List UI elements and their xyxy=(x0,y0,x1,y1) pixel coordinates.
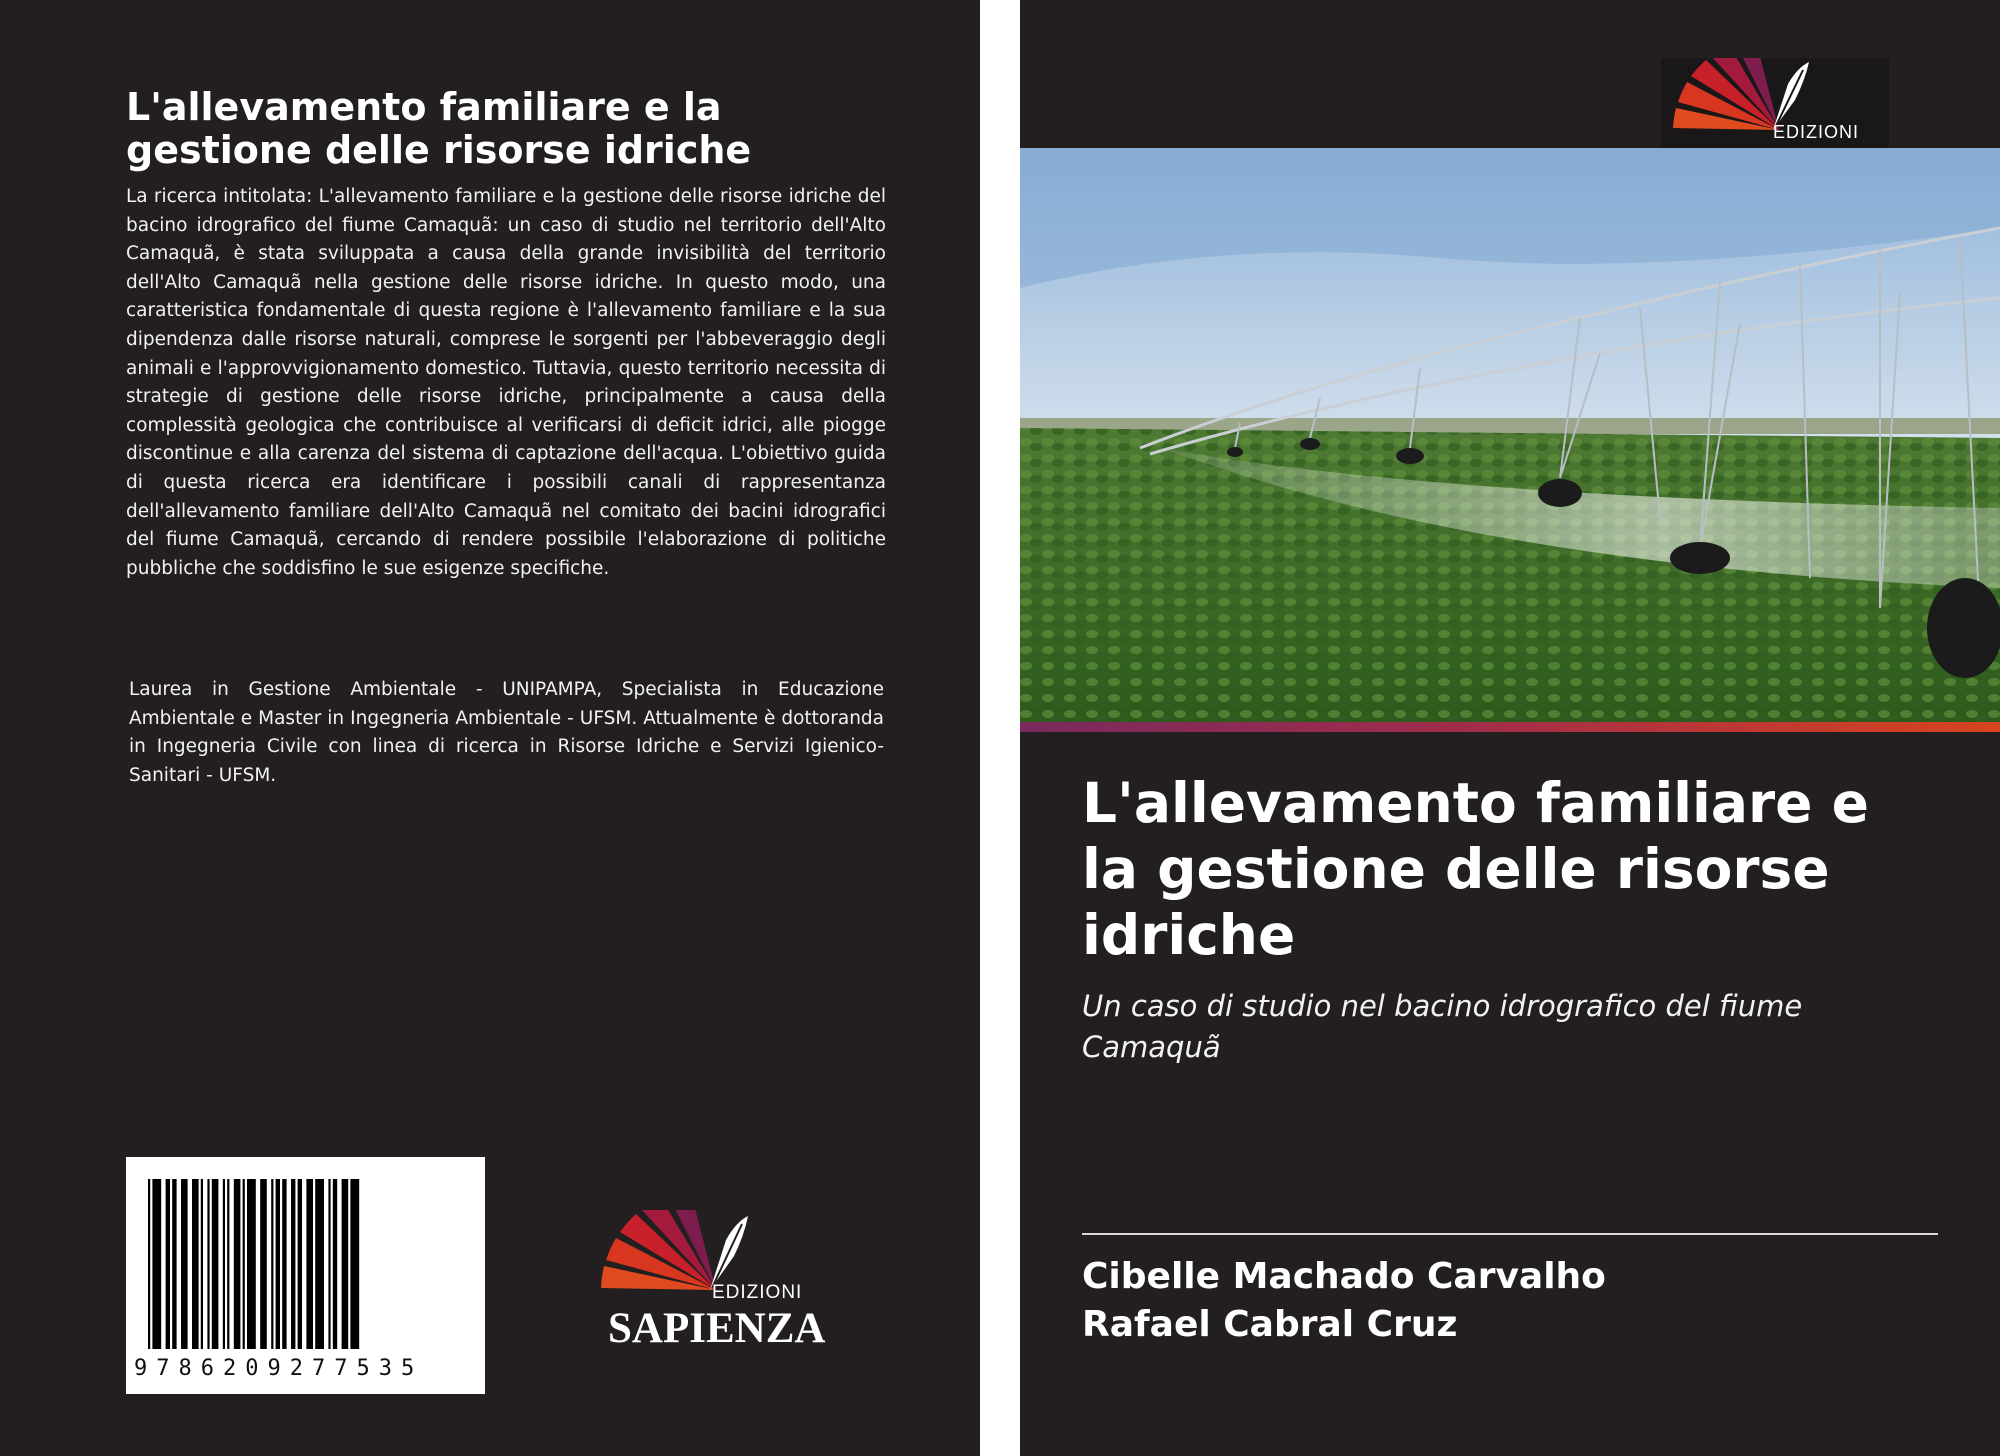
barcode-bar xyxy=(306,1179,313,1349)
barcode-bar xyxy=(227,1179,229,1349)
barcode-bar xyxy=(298,1179,302,1349)
logo-sapienza: SAPIENZA xyxy=(608,1305,826,1352)
barcode-bar xyxy=(166,1179,170,1349)
front-cover-subtitle: Un caso di studio nel bacino idrografico del fiume Camaquã xyxy=(1082,989,1803,1064)
author-bio: Laurea in Gestione Ambientale - UNIPAMPA, Specialista in Educazione Ambientale e Master in Ingegneria Ambientale - UFSM. Attualmente è dottoranda in Ingegneria Civile con linea di ricerca in Risorse Idriche e Servizi Igienico-Sanitari - UFSM. xyxy=(129,679,884,786)
barcode-bar xyxy=(192,1179,199,1349)
barcode-bar xyxy=(152,1179,161,1349)
barcode-bar xyxy=(315,1179,324,1349)
logo-edizioni: EDIZIONI xyxy=(712,1282,803,1303)
barcode-bar xyxy=(350,1179,359,1349)
barcode-bar xyxy=(276,1179,280,1349)
barcode-bar xyxy=(212,1179,219,1349)
barcode-bar xyxy=(234,1179,241,1349)
barcode-bar xyxy=(207,1179,209,1349)
barcode-bar xyxy=(260,1179,267,1349)
cover-photo-irrigation-field xyxy=(1020,148,2000,722)
barcode-bar xyxy=(172,1179,176,1349)
author-name: Cibelle Machado Carvalho xyxy=(1082,1256,1606,1297)
front-cover-title: L'allevamento familiare e la gestione delle risorse idriche xyxy=(1082,771,1869,967)
barcode-number: 9786209277535 xyxy=(134,1356,424,1381)
back-cover-abstract: La ricerca intitolata: L'allevamento familiare e la gestione delle risorse idriche del bacino idrografico del fiume Camaquã: un caso di studio nel territorio dell'Alto Camaquã, è stata sviluppata a causa della grande invisibilità del territorio dell'Alto Camaquã nella gestione delle risorse idriche. In questo modo, una caratteristica fondamentale di questa regione è l'allevamento familiare e la sua dipendenza dalle risorse naturali, comprese le sorgenti per l'abbeveraggio degli animali e l'approvvigionamento domestico. Tuttavia, questo territorio necessita di strategie di gestione delle risorse idriche, principalmente a causa della complessità geologica che contribuisce al verificarsi di deficit idrici, alle piogge discontinue e alla carenza del sistema di captazione dell'acqua. L'obiettivo guida di questa ricerca era identificare i possibili canali di rappresentanza dell'allevamento familiare dell'Alto Camaquã nel comitato dei bacini idrografici del fiume Camaquã, cercando di rendere possibile l'elaborazione di politiche pubbliche che soddisfino le sue esigenze specifiche. xyxy=(126,186,886,579)
barcode-bar xyxy=(328,1179,330,1349)
author-name: Rafael Cabral Cruz xyxy=(1082,1304,1458,1345)
barcode-bar xyxy=(201,1179,203,1349)
back-publisher-logo xyxy=(598,1210,826,1352)
back-cover-title: L'allevamento familiare e la gestione delle risorse idriche xyxy=(126,85,752,172)
barcode-bar xyxy=(243,1179,245,1349)
logo-edizioni: EDIZIONI xyxy=(1773,122,1860,142)
barcode-bar xyxy=(282,1179,286,1349)
barcode-bar xyxy=(247,1179,256,1349)
barcode-bar xyxy=(342,1179,349,1349)
title-author-divider xyxy=(1082,1233,1938,1235)
barcode-bar xyxy=(223,1179,225,1349)
barcode-bar xyxy=(333,1179,337,1349)
isbn-barcode xyxy=(126,1157,485,1394)
barcode-bar xyxy=(271,1179,273,1349)
barcode-bar xyxy=(291,1179,295,1349)
barcode-bar xyxy=(181,1179,188,1349)
accent-stripe xyxy=(1020,722,2000,732)
barcode-bar xyxy=(148,1179,150,1349)
